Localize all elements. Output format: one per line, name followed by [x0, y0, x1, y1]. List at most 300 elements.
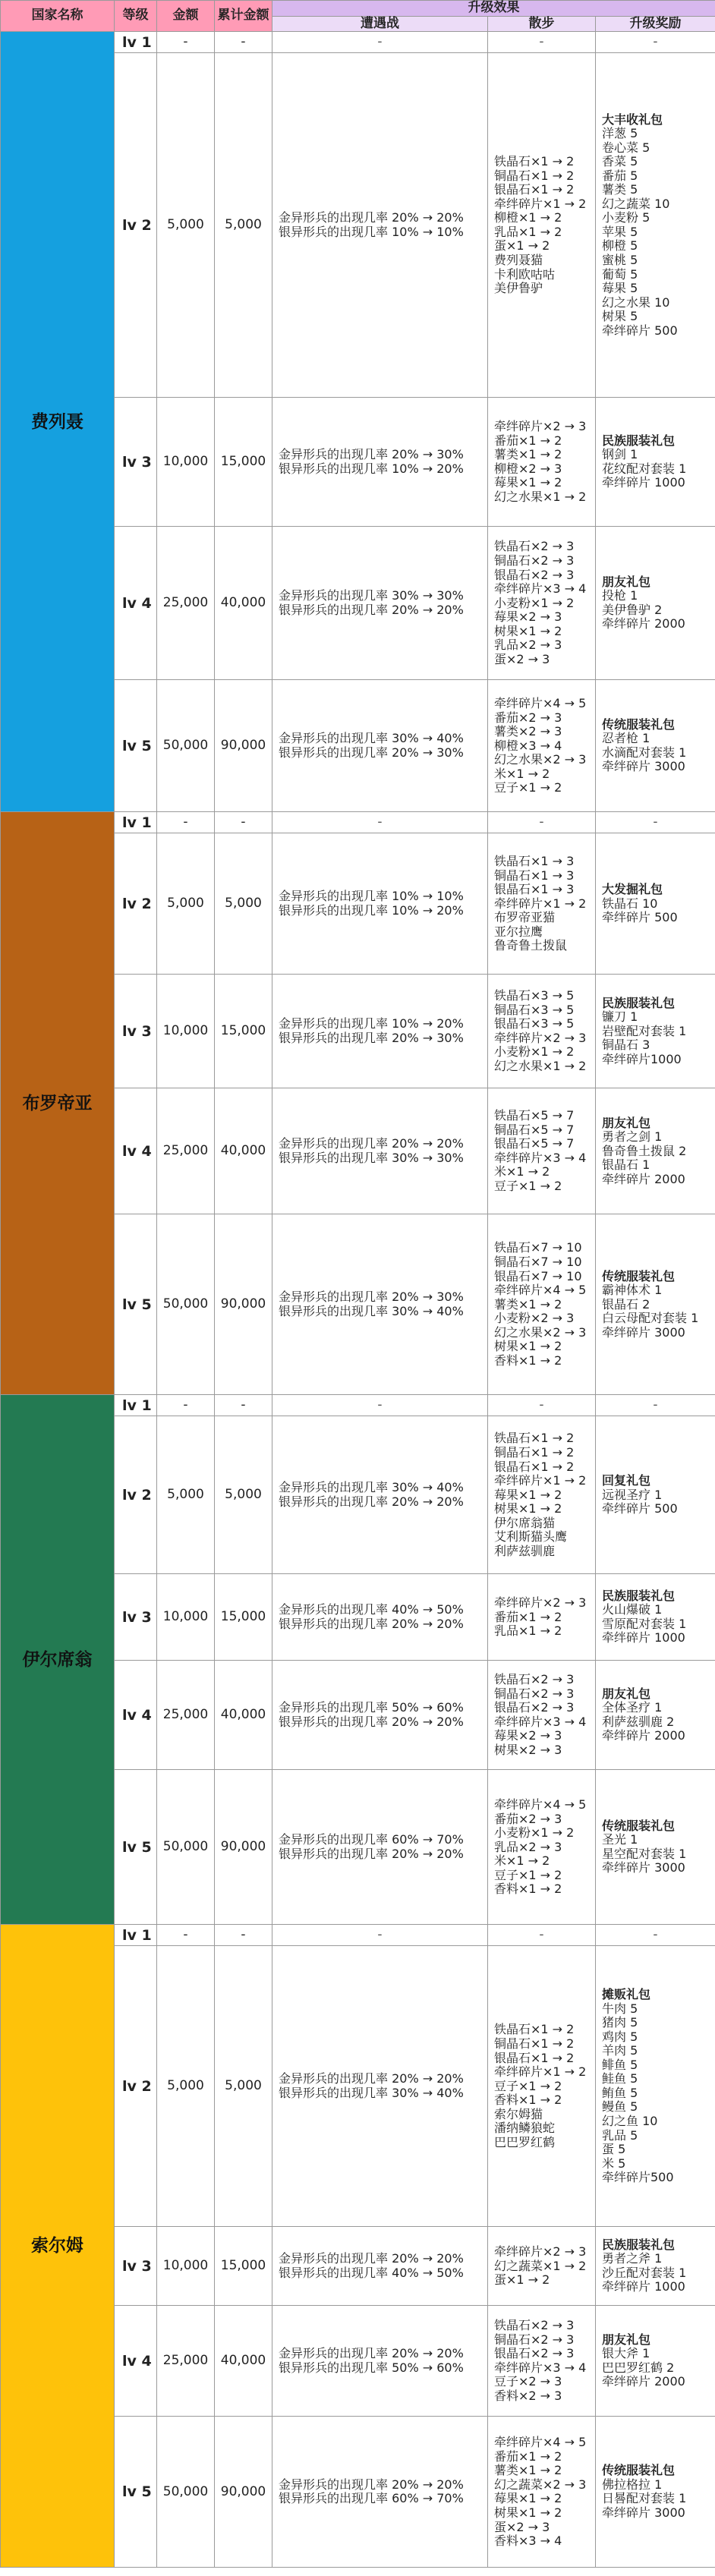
table-row [1, 1925, 715, 1946]
reward-line: 米 5 [602, 2156, 626, 2171]
dispatch-line: 银晶石×7 → 10 [494, 1268, 582, 1283]
reward-pack-title: 朋友礼包 [602, 574, 651, 589]
reward-line: 星空配对套装 1 [602, 1846, 687, 1861]
header-cumulative: 累计金额 [215, 1, 272, 32]
reward-pack-title: 朋友礼包 [602, 1115, 651, 1130]
level-cell: lv 4 [115, 527, 157, 680]
reward-line: 牵绊碎片 500 [602, 1501, 678, 1516]
dispatch-cell [488, 1214, 596, 1395]
dispatch-line: 牵绊碎片×2 → 3 [494, 1595, 587, 1611]
encounter-line: 金异形兵的出现几率 20% → 20% [279, 2477, 464, 2492]
dispatch-line: 铁晶石×3 → 5 [494, 988, 575, 1003]
dispatch-line: 树果×1 → 2 [494, 2505, 562, 2520]
level-cell: lv 1 [115, 812, 157, 833]
dispatch-cell [488, 2227, 596, 2306]
amount-cell: - [157, 1395, 215, 1416]
encounter-cell [272, 527, 488, 680]
reward-line: 番茄 5 [602, 168, 638, 183]
encounter-cell [272, 2417, 488, 2568]
amount-cell: 50,000 [157, 1214, 215, 1395]
dispatch-line: 牵绊碎片×3 → 4 [494, 1150, 587, 1165]
reward-line: 牛肉 5 [602, 2001, 638, 2016]
encounter-line: 银异形兵的出现几率 20% → 20% [279, 1616, 464, 1631]
dispatch-line: 莓果×2 → 3 [494, 609, 562, 625]
reward-cell: - [596, 32, 715, 53]
encounter-cell [272, 1088, 488, 1214]
dispatch-line: 番茄×1 → 2 [494, 433, 562, 448]
encounter-line: 金异形兵的出现几率 20% → 20% [279, 2251, 464, 2266]
dispatch-line: 铜晶石×7 → 10 [494, 1255, 582, 1270]
encounter-line: 银异形兵的出现几率 50% → 60% [279, 2360, 464, 2375]
dispatch-line: 铁晶石×2 → 3 [494, 1672, 575, 1687]
reward-line: 牵绊碎片 1000 [602, 2279, 685, 2294]
dispatch-line: 亚尔拉鹰 [494, 924, 543, 939]
encounter-line: 银异形兵的出现几率 20% → 20% [279, 1846, 464, 1861]
encounter-line: 金异形兵的出现几率 20% → 20% [279, 2071, 464, 2086]
reward-pack-title: 朋友礼包 [602, 1686, 651, 1701]
dispatch-line: 牵绊碎片×2 → 3 [494, 419, 587, 434]
cumulative-cell: 90,000 [215, 2417, 272, 2568]
amount-cell: 5,000 [157, 1416, 215, 1574]
reward-pack-title: 摊贩礼包 [602, 1987, 651, 2002]
reward-cell [596, 1416, 715, 1574]
level-cell: lv 2 [115, 53, 157, 398]
reward-line: 铁晶石 10 [602, 896, 658, 911]
reward-cell [596, 1946, 715, 2227]
level-cell: lv 5 [115, 1214, 157, 1395]
amount-cell: 50,000 [157, 1770, 215, 1925]
cumulative-cell: 15,000 [215, 1574, 272, 1661]
encounter-cell [272, 1661, 488, 1770]
level-cell: lv 3 [115, 398, 157, 527]
reward-line: 香菜 5 [602, 154, 638, 169]
reward-line: 霸神体术 1 [602, 1283, 663, 1298]
amount-cell: 25,000 [157, 2306, 215, 2417]
dispatch-line: 银晶石×5 → 7 [494, 1136, 575, 1151]
dispatch-cell [488, 680, 596, 812]
reward-line: 勇者之斧 1 [602, 2251, 663, 2266]
dispatch-line: 铁晶石×2 → 3 [494, 539, 575, 554]
encounter-line: 金异形兵的出现几率 10% → 10% [279, 889, 464, 904]
reward-cell [596, 1661, 715, 1770]
dispatch-line: 蛋×2 → 3 [494, 2519, 550, 2534]
dispatch-line: 牵绊碎片×4 → 5 [494, 696, 587, 711]
dispatch-line: 香料×1 → 2 [494, 1882, 562, 1897]
dispatch-cell [488, 1661, 596, 1770]
dispatch-cell: - [488, 1925, 596, 1946]
dispatch-line: 豆子×2 → 3 [494, 2374, 562, 2389]
cumulative-cell: 40,000 [215, 1088, 272, 1214]
header-level: 等级 [115, 1, 157, 32]
level-cell: lv 5 [115, 680, 157, 812]
dispatch-line: 铜晶石×3 → 5 [494, 1002, 575, 1017]
dispatch-line: 银晶石×1 → 2 [494, 2050, 575, 2065]
amount-cell: - [157, 812, 215, 833]
cumulative-cell: 5,000 [215, 833, 272, 975]
dispatch-line: 小麦粉×1 → 2 [494, 1044, 575, 1060]
dispatch-line: 树果×1 → 2 [494, 1501, 562, 1516]
encounter-line: 银异形兵的出现几率 30% → 40% [279, 2085, 464, 2100]
cumulative-cell: 40,000 [215, 527, 272, 680]
encounter-line: 金异形兵的出现几率 30% → 30% [279, 588, 464, 603]
level-cell: lv 1 [115, 1395, 157, 1416]
nation-name: 伊尔席翁 [1, 1395, 115, 1925]
dispatch-line: 鲁奇鲁土拨鼠 [494, 938, 568, 953]
dispatch-line: 树果×2 → 3 [494, 1743, 562, 1758]
dispatch-line: 铁晶石×7 → 10 [494, 1240, 582, 1255]
reward-line: 忍者枪 1 [602, 731, 650, 746]
reward-line: 树果 5 [602, 309, 638, 324]
reward-line: 猪肉 5 [602, 2015, 638, 2030]
dispatch-cell: - [488, 1395, 596, 1416]
dispatch-line: 米×1 → 2 [494, 766, 550, 781]
reward-line: 银大斧 1 [602, 2346, 650, 2361]
encounter-cell [272, 53, 488, 398]
dispatch-line: 牵绊碎片×4 → 5 [494, 1797, 587, 1812]
reward-cell [596, 680, 715, 812]
dispatch-line: 番茄×2 → 3 [494, 1811, 562, 1826]
reward-line: 牵绊碎片 2000 [602, 2374, 685, 2389]
reward-pack-title: 传统服装礼包 [602, 1268, 676, 1283]
reward-cell: - [596, 1395, 715, 1416]
dispatch-line: 费列聂猫 [494, 253, 543, 268]
dispatch-line: 牵绊碎片×1 → 2 [494, 896, 587, 911]
reward-pack-title: 朋友礼包 [602, 2332, 651, 2347]
encounter-line: 金异形兵的出现几率 20% → 20% [279, 210, 464, 225]
dispatch-line: 幻之水果×1 → 2 [494, 1059, 587, 1074]
reward-line: 洋葱 5 [602, 126, 638, 141]
reward-line: 白云母配对套装 1 [602, 1311, 699, 1326]
cumulative-cell: 5,000 [215, 53, 272, 398]
reward-line: 牵绊碎片 500 [602, 323, 678, 338]
reward-line: 幻之蔬菜 10 [602, 196, 670, 211]
reward-line: 羊肉 5 [602, 2043, 638, 2058]
amount-cell: 10,000 [157, 2227, 215, 2306]
dispatch-line: 铁晶石×1 → 2 [494, 1431, 575, 1446]
dispatch-line: 莓果×1 → 2 [494, 1487, 562, 1502]
dispatch-line: 牵绊碎片×2 → 3 [494, 1030, 587, 1045]
reward-line: 莓果 5 [602, 281, 638, 296]
reward-pack-title: 民族服装礼包 [602, 995, 676, 1010]
encounter-line: 金异形兵的出现几率 60% → 70% [279, 1832, 464, 1847]
reward-line: 勇者之剑 1 [602, 1129, 663, 1145]
dispatch-line: 小麦粉×1 → 2 [494, 1825, 575, 1841]
amount-cell: 10,000 [157, 1574, 215, 1661]
reward-line: 水滴配对套装 1 [602, 745, 687, 760]
cumulative-cell: 5,000 [215, 1946, 272, 2227]
encounter-cell [272, 975, 488, 1088]
reward-line: 沙丘配对套装 1 [602, 2265, 687, 2280]
dispatch-line: 豆子×1 → 2 [494, 2078, 562, 2093]
dispatch-line: 铁晶石×1 → 2 [494, 154, 575, 169]
cumulative-cell: 90,000 [215, 1770, 272, 1925]
reward-line: 花纹配对套装 1 [602, 461, 687, 476]
dispatch-cell [488, 1416, 596, 1574]
reward-pack-title: 大丰收礼包 [602, 112, 663, 127]
level-cell: lv 4 [115, 2306, 157, 2417]
reward-pack-title: 民族服装礼包 [602, 433, 676, 448]
dispatch-line: 树果×1 → 2 [494, 1339, 562, 1354]
reward-pack-title: 回复礼包 [602, 1473, 651, 1488]
reward-pack-title: 传统服装礼包 [602, 716, 676, 732]
amount-cell: - [157, 1925, 215, 1946]
reward-line: 牵绊碎片 3000 [602, 2505, 685, 2520]
dispatch-line: 豆子×1 → 2 [494, 780, 562, 795]
dispatch-line: 香料×1 → 2 [494, 2093, 562, 2108]
dispatch-line: 利萨兹驯鹿 [494, 1543, 556, 1558]
reward-line: 铜晶石 3 [602, 1038, 650, 1053]
reward-line: 岩壁配对套装 1 [602, 1023, 687, 1038]
dispatch-cell [488, 1574, 596, 1661]
encounter-line: 金异形兵的出现几率 40% → 50% [279, 1602, 464, 1617]
encounter-line: 金异形兵的出现几率 20% → 20% [279, 2346, 464, 2361]
dispatch-line: 铜晶石×2 → 3 [494, 1686, 575, 1701]
dispatch-line: 莓果×1 → 2 [494, 475, 562, 490]
table-row [1, 32, 715, 53]
dispatch-line: 牵绊碎片×4 → 5 [494, 1283, 587, 1298]
level-cell: lv 1 [115, 32, 157, 53]
dispatch-line: 牵绊碎片×1 → 2 [494, 2064, 587, 2080]
nation-name: 费列聂 [1, 32, 115, 812]
encounter-cell [272, 1946, 488, 2227]
encounter-cell [272, 680, 488, 812]
dispatch-line: 薯类×2 → 3 [494, 724, 562, 739]
reward-line: 美伊鲁驴 2 [602, 602, 663, 617]
level-cell: lv 2 [115, 1946, 157, 2227]
reward-line: 镰刀 1 [602, 1009, 638, 1025]
encounter-cell [272, 2227, 488, 2306]
encounter-cell [272, 833, 488, 975]
encounter-line: 金异形兵的出现几率 30% → 40% [279, 731, 464, 746]
level-cell: lv 4 [115, 1088, 157, 1214]
header-encounter: 遭遇战 [272, 16, 488, 32]
reward-line: 葡萄 5 [602, 266, 638, 282]
dispatch-line: 铁晶石×1 → 2 [494, 2022, 575, 2037]
reward-line: 牵绊碎片500 [602, 2170, 674, 2185]
encounter-line: 银异形兵的出现几率 20% → 20% [279, 1494, 464, 1509]
dispatch-cell [488, 1088, 596, 1214]
reward-line: 全体圣疗 1 [602, 1700, 663, 1715]
encounter-cell: - [272, 1925, 488, 1946]
reward-line: 远视圣疗 1 [602, 1487, 663, 1502]
dispatch-line: 布罗帝亚猫 [494, 910, 556, 925]
reward-cell: - [596, 812, 715, 833]
dispatch-line: 银晶石×2 → 3 [494, 567, 575, 582]
dispatch-cell [488, 2417, 596, 2568]
cumulative-cell: 15,000 [215, 975, 272, 1088]
dispatch-line: 铜晶石×1 → 2 [494, 1445, 575, 1460]
reward-pack-title: 传统服装礼包 [602, 2463, 676, 2478]
header-dispatch: 散步 [488, 16, 596, 32]
amount-cell: 5,000 [157, 833, 215, 975]
dispatch-line: 铜晶石×2 → 3 [494, 553, 575, 568]
reward-line: 日晷配对套装 1 [602, 2491, 687, 2506]
reward-line: 火山爆破 1 [602, 1602, 663, 1617]
encounter-line: 银异形兵的出现几率 30% → 40% [279, 1303, 464, 1318]
amount-cell: 25,000 [157, 1088, 215, 1214]
dispatch-line: 莓果×1 → 2 [494, 2491, 562, 2506]
encounter-cell: - [272, 1395, 488, 1416]
dispatch-cell [488, 975, 596, 1088]
amount-cell: 25,000 [157, 527, 215, 680]
dispatch-cell [488, 53, 596, 398]
reward-line: 银晶石 2 [602, 1296, 650, 1312]
header-nation: 国家名称 [1, 1, 115, 32]
reward-line: 牵绊碎片 2000 [602, 1171, 685, 1186]
level-cell: lv 4 [115, 1661, 157, 1770]
dispatch-line: 薯类×1 → 2 [494, 447, 562, 462]
encounter-line: 金异形兵的出现几率 30% → 40% [279, 1480, 464, 1495]
reward-line: 鲔鱼 5 [602, 2085, 638, 2100]
reward-line: 圣光 1 [602, 1832, 638, 1847]
encounter-cell: - [272, 812, 488, 833]
dispatch-line: 幻之水果×1 → 2 [494, 490, 587, 505]
dispatch-line: 铁晶石×1 → 3 [494, 854, 575, 869]
amount-cell: 5,000 [157, 1946, 215, 2227]
dispatch-line: 银晶石×1 → 2 [494, 1459, 575, 1474]
dispatch-line: 蛋×1 → 2 [494, 238, 550, 254]
dispatch-line: 乳品×2 → 3 [494, 1839, 562, 1854]
dispatch-cell [488, 527, 596, 680]
dispatch-line: 牵绊碎片×3 → 4 [494, 1714, 587, 1729]
encounter-line: 金异形兵的出现几率 10% → 20% [279, 1016, 464, 1031]
reward-line: 幻之鱼 10 [602, 2114, 658, 2129]
dispatch-line: 薯类×1 → 2 [494, 2463, 562, 2478]
reward-line: 牵绊碎片 1000 [602, 475, 685, 490]
reward-cell [596, 1770, 715, 1925]
dispatch-line: 乳品×1 → 2 [494, 224, 562, 239]
level-cell: lv 2 [115, 833, 157, 975]
reward-line: 牵绊碎片 3000 [602, 1324, 685, 1340]
dispatch-line: 幻之蔬菜×1 → 2 [494, 2258, 587, 2273]
dispatch-line: 莓果×2 → 3 [494, 1728, 562, 1743]
dispatch-line: 薯类×1 → 2 [494, 1296, 562, 1312]
dispatch-line: 伊尔席翁猫 [494, 1515, 556, 1530]
dispatch-line: 番茄×1 → 2 [494, 2448, 562, 2464]
encounter-line: 银异形兵的出现几率 30% → 30% [279, 1150, 464, 1165]
amount-cell: 5,000 [157, 53, 215, 398]
dispatch-line: 铁晶石×2 → 3 [494, 2318, 575, 2333]
amount-cell: 10,000 [157, 975, 215, 1088]
level-cell: lv 5 [115, 1770, 157, 1925]
dispatch-cell [488, 1770, 596, 1925]
reward-line: 鳗鱼 5 [602, 2099, 638, 2115]
level-cell: lv 1 [115, 1925, 157, 1946]
dispatch-cell [488, 2306, 596, 2417]
reward-line: 幻之水果 10 [602, 294, 670, 310]
dispatch-line: 潘纳鳞狼蛇 [494, 2121, 556, 2136]
dispatch-cell [488, 398, 596, 527]
cumulative-cell: - [215, 1925, 272, 1946]
encounter-cell [272, 398, 488, 527]
dispatch-line: 艾利斯猫头鹰 [494, 1529, 568, 1545]
dispatch-line: 银晶石×3 → 5 [494, 1016, 575, 1031]
table-body [1, 32, 715, 2568]
reward-line: 牵绊碎片 500 [602, 910, 678, 925]
reward-line: 利萨兹驯鹿 2 [602, 1714, 675, 1729]
dispatch-line: 牵绊碎片×1 → 2 [494, 196, 587, 211]
encounter-line: 银异形兵的出现几率 10% → 10% [279, 224, 464, 239]
dispatch-line: 番茄×1 → 2 [494, 1609, 562, 1624]
encounter-line: 银异形兵的出现几率 20% → 30% [279, 745, 464, 760]
header-amount: 金额 [157, 1, 215, 32]
dispatch-cell: - [488, 812, 596, 833]
reward-line: 卷心菜 5 [602, 140, 650, 155]
reward-line: 鲁奇鲁土拨鼠 2 [602, 1143, 687, 1158]
encounter-line: 银异形兵的出现几率 40% → 50% [279, 2265, 464, 2280]
cumulative-cell: - [215, 32, 272, 53]
dispatch-line: 牵绊碎片×3 → 4 [494, 2360, 587, 2375]
reward-line: 蛋 5 [602, 2142, 626, 2157]
amount-cell: - [157, 32, 215, 53]
encounter-cell [272, 1770, 488, 1925]
reward-line: 鲑鱼 5 [602, 2071, 638, 2086]
nation-name: 布罗帝亚 [1, 812, 115, 1395]
dispatch-line: 小麦粉×1 → 2 [494, 595, 575, 610]
level-cell: lv 5 [115, 2417, 157, 2568]
dispatch-cell: - [488, 32, 596, 53]
dispatch-line: 蛋×1 → 2 [494, 2272, 550, 2288]
reward-line: 牵绊碎片 3000 [602, 759, 685, 774]
reward-line: 巴巴罗红鹤 2 [602, 2360, 675, 2375]
dispatch-line: 柳橙×2 → 3 [494, 461, 562, 476]
encounter-line: 银异形兵的出现几率 10% → 20% [279, 902, 464, 918]
cumulative-cell: 40,000 [215, 1661, 272, 1770]
cumulative-cell: 40,000 [215, 2306, 272, 2417]
cumulative-cell: 90,000 [215, 1214, 272, 1395]
encounter-line: 银异形兵的出现几率 10% → 20% [279, 461, 464, 476]
reward-pack-title: 民族服装礼包 [602, 1588, 676, 1603]
reward-cell: - [596, 1925, 715, 1946]
dispatch-line: 铜晶石×1 → 2 [494, 168, 575, 183]
dispatch-line: 银晶石×1 → 3 [494, 882, 575, 897]
dispatch-cell [488, 1946, 596, 2227]
amount-cell: 10,000 [157, 398, 215, 527]
dispatch-cell [488, 833, 596, 975]
amount-cell: 50,000 [157, 2417, 215, 2568]
dispatch-line: 牵绊碎片×1 → 2 [494, 1473, 587, 1488]
reward-line: 钢剑 1 [602, 447, 638, 462]
dispatch-line: 铜晶石×1 → 3 [494, 868, 575, 883]
dispatch-line: 美伊鲁驴 [494, 281, 543, 296]
dispatch-line: 卡利欧咕咕 [494, 266, 556, 282]
reward-cell [596, 1088, 715, 1214]
reward-pack-title: 民族服装礼包 [602, 2237, 676, 2252]
table-row [1, 812, 715, 833]
reward-line: 苹果 5 [602, 224, 638, 239]
dispatch-line: 豆子×1 → 2 [494, 1867, 562, 1882]
dispatch-line: 银晶石×1 → 2 [494, 182, 575, 197]
dispatch-line: 蛋×2 → 3 [494, 651, 550, 666]
encounter-line: 银异形兵的出现几率 20% → 20% [279, 602, 464, 617]
reward-line: 牵绊碎片1000 [602, 1051, 682, 1066]
dispatch-line: 番茄×2 → 3 [494, 710, 562, 725]
dispatch-line: 幻之蔬菜×2 → 3 [494, 2477, 587, 2492]
encounter-line: 金异形兵的出现几率 20% → 30% [279, 447, 464, 462]
level-cell: lv 3 [115, 2227, 157, 2306]
dispatch-line: 乳品×1 → 2 [494, 1623, 562, 1639]
dispatch-line: 树果×1 → 2 [494, 623, 562, 638]
reward-cell [596, 2417, 715, 2568]
cumulative-cell: - [215, 1395, 272, 1416]
reward-cell [596, 398, 715, 527]
cumulative-cell: 5,000 [215, 1416, 272, 1574]
reward-line: 牵绊碎片 3000 [602, 1860, 685, 1875]
dispatch-line: 银晶石×2 → 3 [494, 2346, 575, 2361]
cumulative-cell: 15,000 [215, 2227, 272, 2306]
dispatch-line: 乳品×2 → 3 [494, 638, 562, 653]
header-upgrade-effect: 升级效果 [272, 1, 715, 17]
